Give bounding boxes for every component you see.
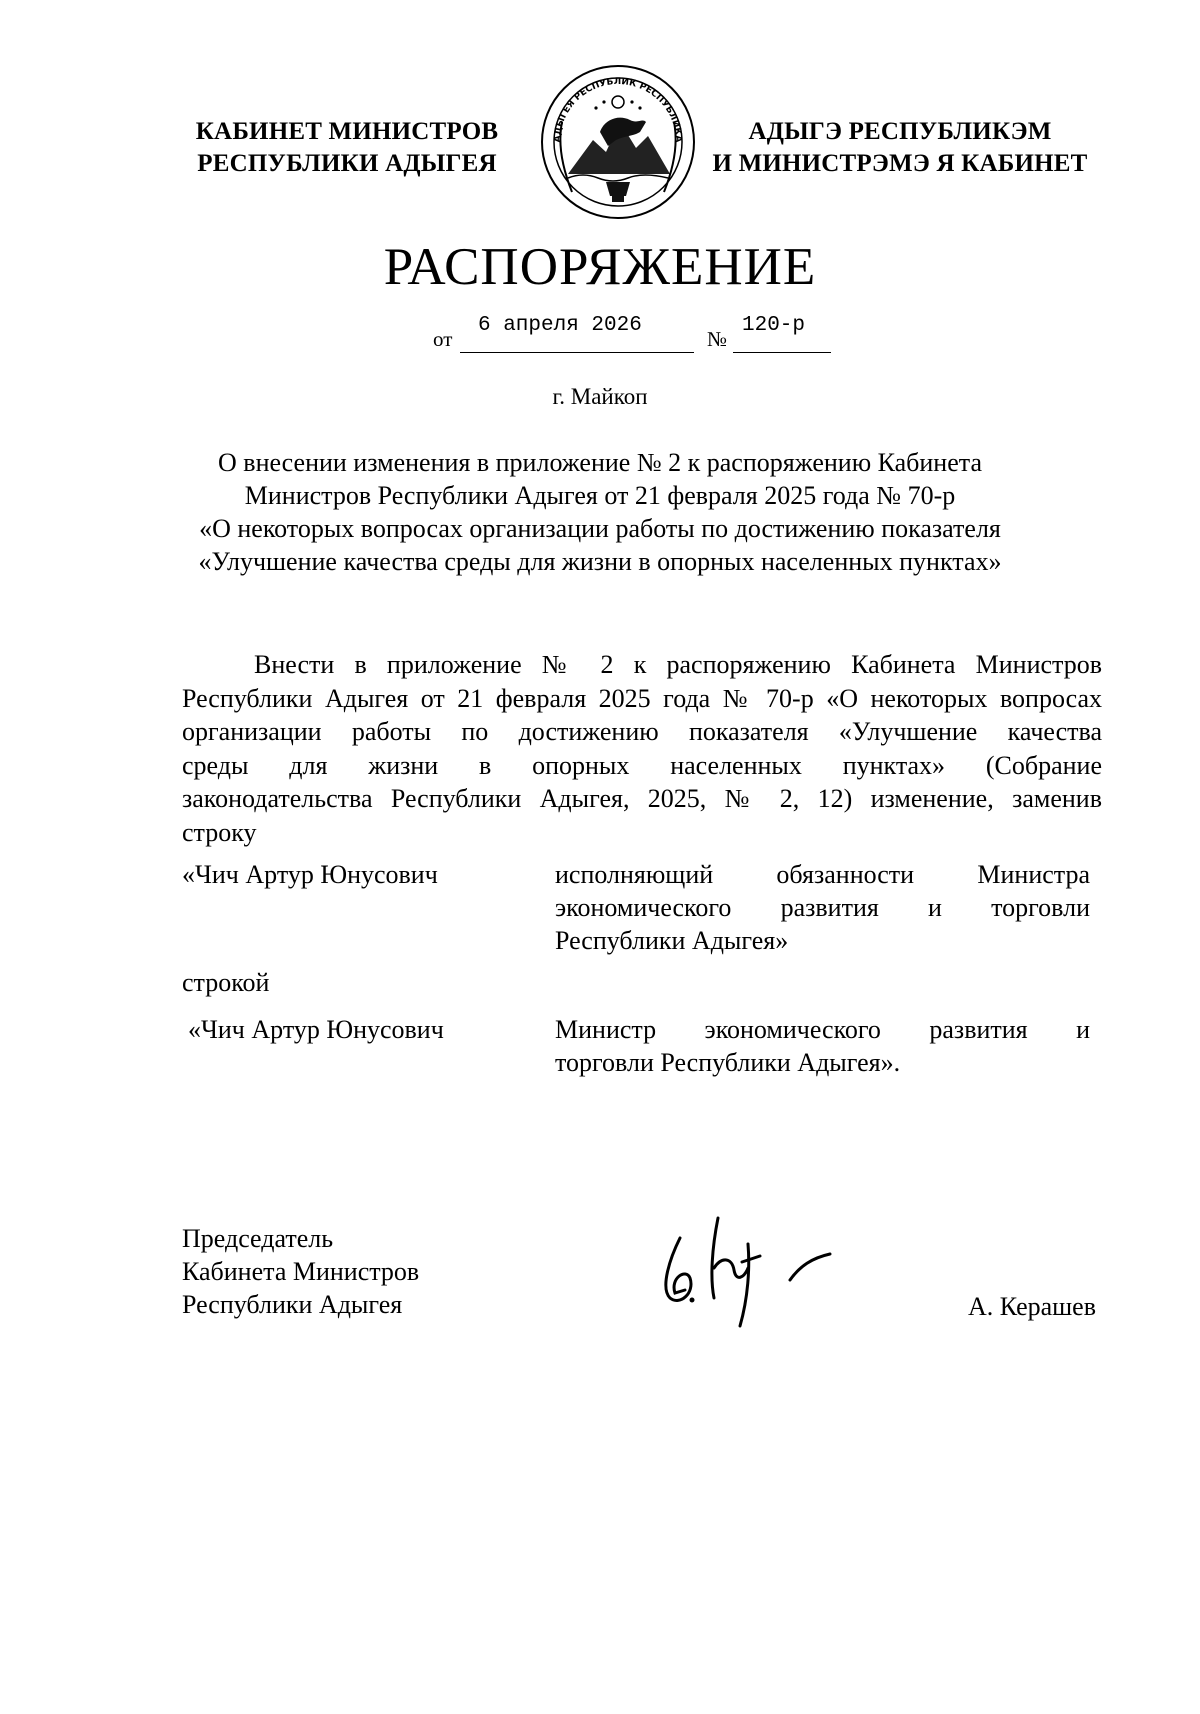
signatory-name: А. Керашев bbox=[967, 1292, 1096, 1321]
issuer-name-russian bbox=[187, 116, 507, 180]
number-underline bbox=[733, 352, 831, 353]
document-date: 6 апреля 2026 bbox=[478, 314, 642, 337]
connector-word: строкой bbox=[182, 968, 270, 997]
issuer-line: РЕСПУБЛИКИ АДЫГЕЯ bbox=[197, 150, 497, 177]
subject-line: О внесении изменения в приложение № 2 к распоряжению Кабинета bbox=[218, 448, 982, 477]
subject-line: «Улучшение качества среды для жизни в опорных населенных пунктах» bbox=[198, 547, 1002, 576]
body-line: Республики Адыгея от 21 февраля 2025 года № 70-р «О некоторых вопросах bbox=[182, 683, 1102, 713]
position-line: торговли Республики Адыгея». bbox=[555, 1048, 901, 1077]
new-row-position bbox=[555, 1013, 1090, 1079]
body-line: организации работы по достижению показателя «Улучшение качества bbox=[182, 717, 1102, 746]
document-type-title: РАСПОРЯЖЕНИЕ bbox=[383, 238, 817, 296]
new-row-name: «Чич Артур Юнусович bbox=[188, 1015, 444, 1044]
issuer-line: АДЫГЭ РЕСПУБЛИКЭМ bbox=[748, 118, 1052, 145]
subject-line: Министров Республики Адыгея от 21 февраля 2025 года № 70-р bbox=[244, 481, 956, 510]
document-body bbox=[182, 648, 1102, 849]
position-line: экономического развития и торговли bbox=[555, 893, 1090, 922]
signatory-title-line: Председатель bbox=[182, 1224, 334, 1253]
issuer-line: И МИНИСТРЭМЭ Я КАБИНЕТ bbox=[712, 150, 1088, 177]
subject-line: «О некоторых вопросах организации работы по достижению показателя bbox=[199, 514, 1001, 543]
body-line: строку bbox=[182, 817, 257, 847]
signatory-title-line: Кабинета Министров bbox=[182, 1257, 420, 1286]
document-number: 120-р bbox=[742, 314, 806, 337]
number-prefix: № bbox=[707, 327, 728, 351]
emblem-arc-text: АДЫГЕЯ РЕСПУБЛИК РЕСПУБЛИКА bbox=[552, 76, 684, 143]
issuer-name-adyghe bbox=[700, 116, 1100, 180]
body-line: законодательства Республики Адыгея, 2025, № 2, 12) изменение, заменив bbox=[182, 784, 1102, 813]
document-city: г. Майкоп bbox=[552, 384, 648, 409]
date-underline bbox=[460, 352, 694, 353]
signatory-title bbox=[182, 1222, 419, 1321]
position-line: исполняющий обязанности Министра bbox=[555, 860, 1090, 889]
date-prefix: от bbox=[433, 327, 453, 351]
republic-of-adygea-emblem-seal-icon bbox=[538, 62, 698, 222]
issuer-line: КАБИНЕТ МИНИСТРОВ bbox=[195, 118, 499, 145]
handwritten-signature bbox=[640, 1198, 860, 1328]
signatory-title-line: Республики Адыгея bbox=[182, 1290, 403, 1319]
old-row-name: «Чич Артур Юнусович bbox=[182, 860, 438, 889]
body-line: среды для жизни в опорных населенных пунктах» (Собрание bbox=[182, 750, 1102, 780]
document-subject bbox=[130, 446, 1070, 578]
body-line: Внести в приложение № 2 к распоряжению Кабинета Министров bbox=[254, 650, 1102, 679]
old-row-position bbox=[555, 858, 1090, 957]
position-line: Республики Адыгея» bbox=[555, 926, 789, 955]
position-line: Министр экономического развития и bbox=[555, 1015, 1090, 1044]
